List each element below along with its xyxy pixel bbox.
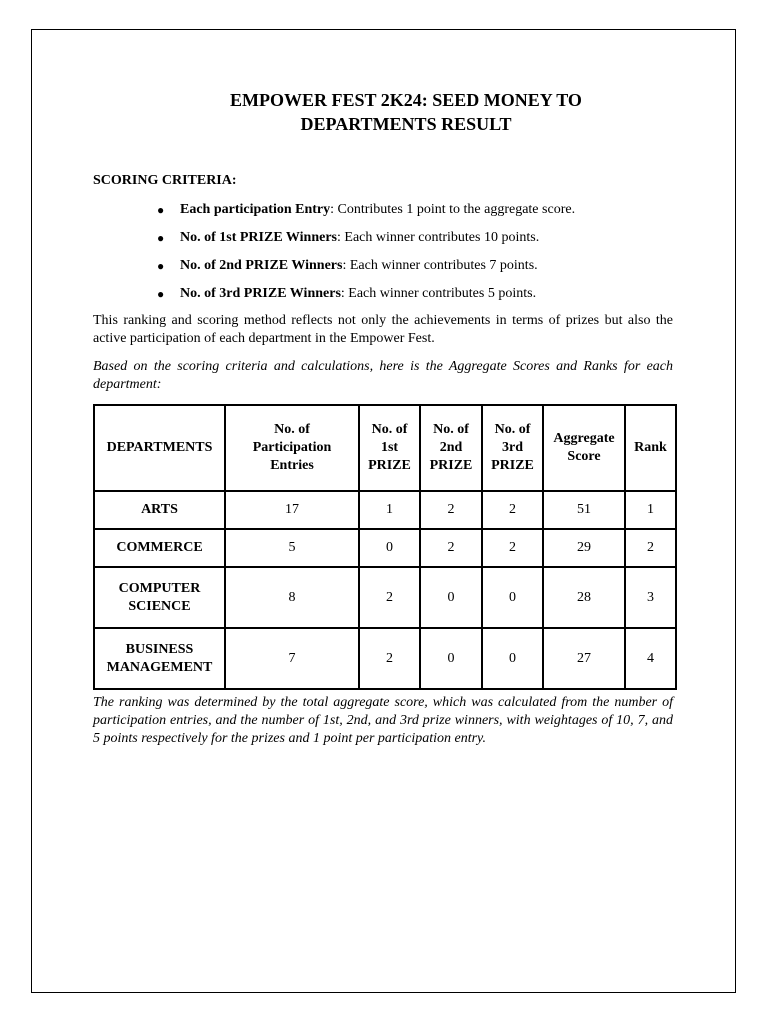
ranking-method-paragraph: This ranking and scoring method reflects not only the achievements in terms of prizes but also the active participation of each department in the Empower Fest. (93, 313, 673, 346)
rank-cell: 2 (625, 529, 676, 567)
table-header-row (94, 405, 676, 491)
criteria-item-text: : Each winner contributes 10 points. (337, 230, 540, 245)
criteria-item (157, 198, 717, 226)
rank-cell: 3 (625, 567, 676, 628)
participation-cell: 5 (225, 529, 359, 567)
header-rank: Rank (625, 405, 676, 491)
first-prize-cell: 0 (359, 529, 420, 567)
header-departments: DEPARTMENTS (94, 405, 225, 491)
criteria-item-label: No. of 3rd PRIZE Winners (180, 286, 341, 301)
bullet-icon: ● (157, 287, 165, 301)
first-prize-cell: 2 (359, 628, 420, 689)
second-prize-cell: 0 (420, 628, 482, 689)
third-prize-cell: 0 (482, 628, 543, 689)
aggregate-score-cell: 51 (543, 491, 625, 529)
participation-cell: 8 (225, 567, 359, 628)
bullet-icon: ● (157, 203, 165, 217)
department-cell: COMMERCE (94, 529, 225, 567)
criteria-item-label: No. of 1st PRIZE Winners (180, 230, 338, 245)
department-cell: COMPUTER SCIENCE (94, 567, 225, 628)
table-row (94, 491, 676, 529)
third-prize-cell: 2 (482, 529, 543, 567)
ranking-explanation-paragraph: The ranking was determined by the total aggregate score, which was calculated from the number of participation entries, and the number of 1st, 2nd, and 3rd prize winners, with weightages of 10, 7, and 5 points respectively for the prizes and 1 point per participation entry. (93, 695, 673, 746)
header-aggregate-score: Aggregate Score (543, 405, 625, 491)
table-row (94, 567, 676, 628)
aggregate-score-cell: 27 (543, 628, 625, 689)
header-second-prize: No. of 2nd PRIZE (420, 405, 482, 491)
first-prize-cell: 1 (359, 491, 420, 529)
second-prize-cell: 0 (420, 567, 482, 628)
rank-cell: 4 (625, 628, 676, 689)
title-line-1: EMPOWER FEST 2K24: SEED MONEY TO (230, 90, 582, 110)
criteria-item (157, 226, 717, 254)
header-third-prize: No. of 3rd PRIZE (482, 405, 543, 491)
aggregate-score-cell: 28 (543, 567, 625, 628)
criteria-item-label: Each participation Entry (180, 202, 331, 217)
participation-cell: 17 (225, 491, 359, 529)
criteria-item-text: : Each winner contributes 5 points. (340, 286, 537, 301)
aggregate-score-cell: 29 (543, 529, 625, 567)
page-title (93, 88, 719, 136)
criteria-item-text: : Each winner contributes 7 points. (342, 258, 538, 273)
results-table (93, 404, 677, 690)
table-intro-paragraph: Based on the scoring criteria and calculations, here is the Aggregate Scores and Ranks for each department: (93, 359, 673, 392)
department-cell: ARTS (94, 491, 225, 529)
scoring-criteria-list (157, 198, 717, 310)
criteria-item-label: No. of 2nd PRIZE Winners (180, 258, 343, 273)
title-line-2: DEPARTMENTS RESULT (300, 114, 512, 134)
bullet-icon: ● (157, 231, 165, 245)
scoring-criteria-heading: SCORING CRITERIA: (93, 173, 237, 188)
header-first-prize: No. of 1st PRIZE (359, 405, 420, 491)
bullet-icon: ● (157, 259, 165, 273)
first-prize-cell: 2 (359, 567, 420, 628)
third-prize-cell: 0 (482, 567, 543, 628)
header-participation: No. of Participation Entries (225, 405, 359, 491)
participation-cell: 7 (225, 628, 359, 689)
second-prize-cell: 2 (420, 529, 482, 567)
criteria-item (157, 254, 717, 282)
third-prize-cell: 2 (482, 491, 543, 529)
table-row (94, 628, 676, 689)
second-prize-cell: 2 (420, 491, 482, 529)
department-cell: BUSINESS MANAGEMENT (94, 628, 225, 689)
table-row (94, 529, 676, 567)
rank-cell: 1 (625, 491, 676, 529)
criteria-item (157, 282, 717, 310)
criteria-item-text: : Contributes 1 point to the aggregate score. (330, 202, 576, 217)
